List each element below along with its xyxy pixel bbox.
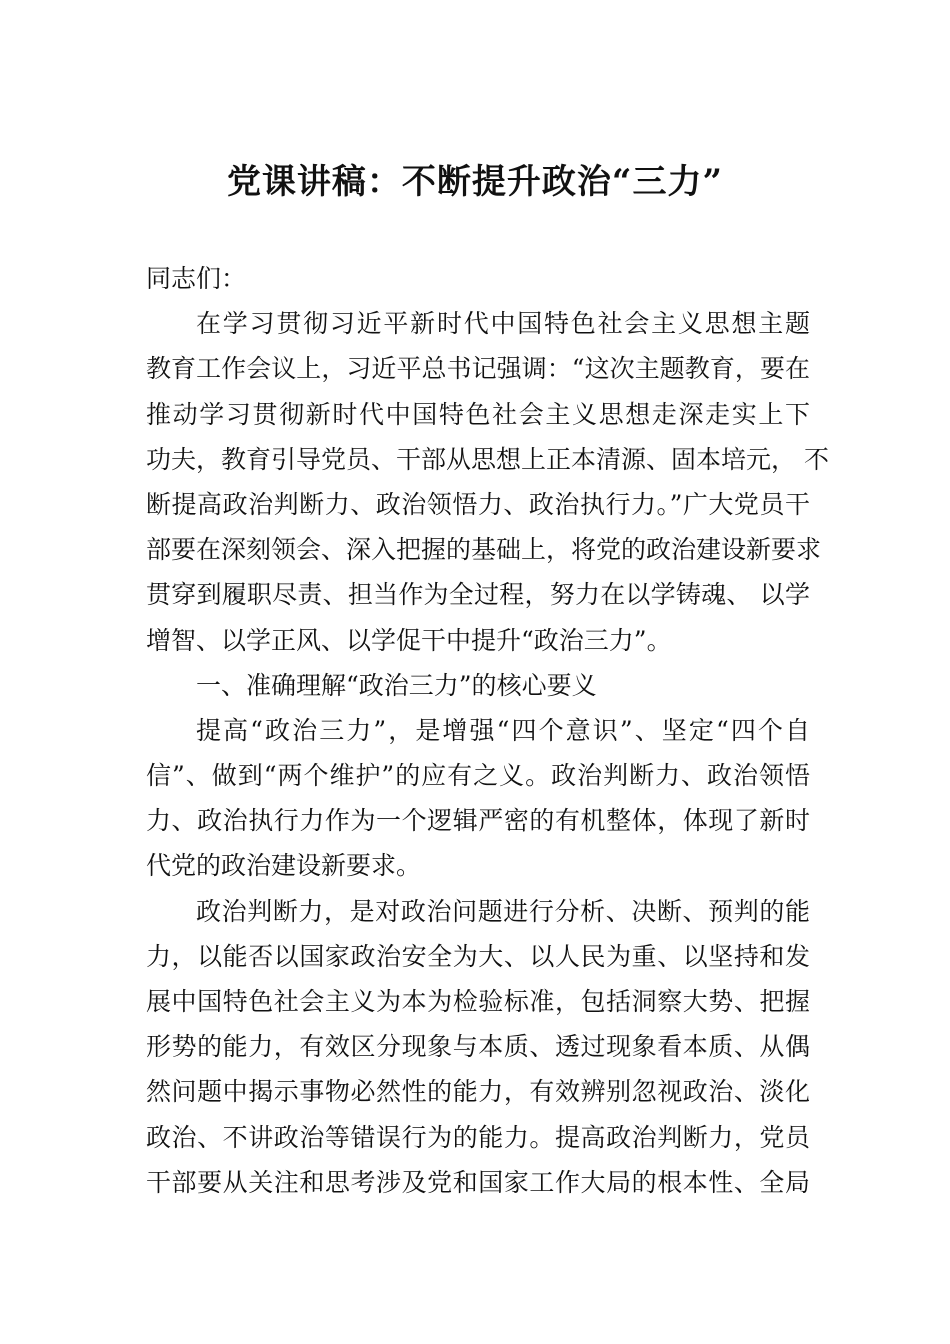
document-body (146, 256, 829, 1205)
paragraph-line: 力，以能否以国家政治安全为大、以人民为重、以坚持和发 (146, 941, 810, 971)
paragraph-line: 代党的政治建设新要求。 (146, 851, 422, 881)
salutation: 同志们： (146, 264, 247, 293)
paragraph-line: 增智、以学正风、以学促干中提升“政治三力”。 (146, 625, 672, 655)
paragraph-line: 信”、做到“两个维护”的应有之义。政治判断力、政治领悟 (146, 761, 810, 791)
document-title: 党课讲稿：不断提升政治“三力” (226, 162, 724, 202)
paragraph-line: 政治、不讲政治等错误行为的能力。提高政治判断力，党员 (146, 1122, 810, 1152)
paragraph-line: 在学习贯彻习近平新时代中国特色社会主义思想主题 (196, 309, 810, 339)
paragraph-line: 教育工作会议上，习近平总书记强调：“这次主题教育，要在 (146, 354, 810, 384)
paragraph-line: 然问题中揭示事物必然性的能力，有效辨别忽视政治、淡化 (146, 1077, 810, 1107)
paragraph-line: 力、政治执行力作为一个逻辑严密的有机整体，体现了新时 (146, 806, 810, 836)
paragraph-line: 政治判断力，是对政治问题进行分析、决断、预判的能 (196, 896, 810, 926)
paragraph-line: 提高“政治三力”，是增强“四个意识”、坚定“四个自 (196, 715, 810, 745)
paragraph-line: 推动学习贯彻新时代中国特色社会主义思想走深走实上下 (146, 399, 810, 429)
paragraph-line: 部要在深刻领会、深入把握的基础上，将党的政治建设新要求 (146, 535, 822, 565)
paragraph-line: 展中国特色社会主义为本为检验标准，包括洞察大势、把握 (146, 987, 810, 1016)
paragraph-line: 贯穿到履职尽责、担当作为全过程，努力在以学铸魂、 以学 (146, 580, 810, 610)
paragraph-line: 功夫，教育引导党员、干部从思想上正本清源、固本培元， 不 (146, 444, 829, 474)
paragraph-line: 断提高政治判断力、政治领悟力、政治执行力。”广大党员干 (146, 489, 810, 519)
paragraph-line: 干部要从关注和思考涉及党和国家工作大局的根本性、全局 (146, 1167, 810, 1197)
section-heading: 一、准确理解“政治三力”的核心要义 (196, 670, 597, 700)
paragraph-line: 形势的能力，有效区分现象与本质、透过现象看本质、从偶 (146, 1032, 810, 1062)
